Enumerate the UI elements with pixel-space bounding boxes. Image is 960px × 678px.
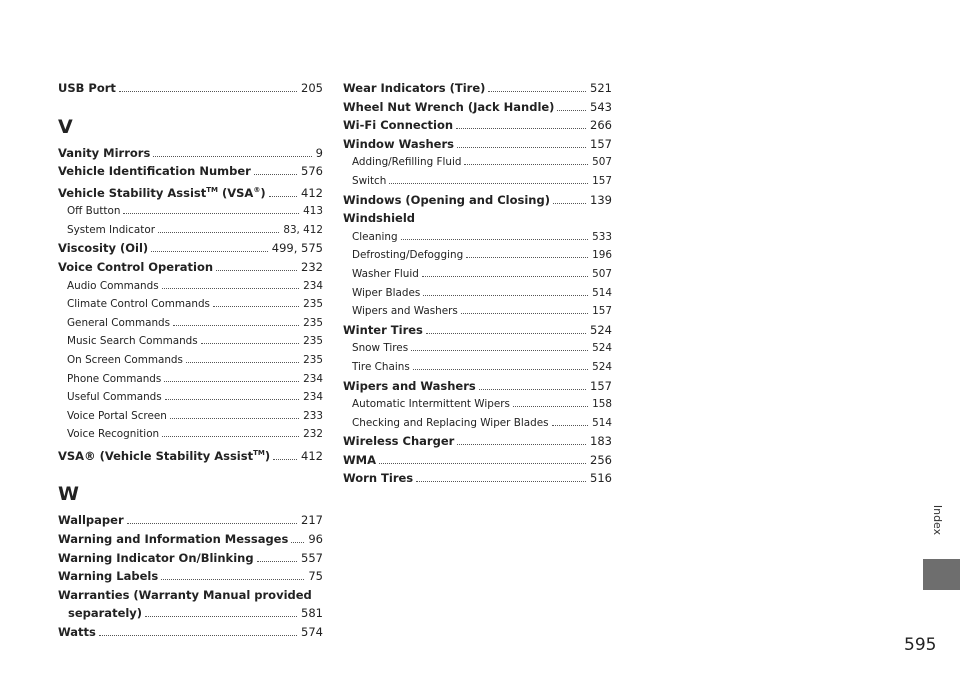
page-reference[interactable]: 581 [301,606,323,621]
leader-dots [273,459,297,460]
index-entry[interactable] [58,239,323,258]
index-entry[interactable] [343,321,612,340]
page-reference[interactable]: 183 [590,434,612,449]
index-subentry[interactable] [343,228,612,247]
page-reference[interactable]: 514 [592,416,612,429]
leader-dots [552,425,589,426]
entry-label: Window Washers [343,136,454,151]
entry-label: Wheel Nut Wrench (Jack Handle) [343,99,555,114]
leader-dots [488,91,586,92]
entry-label: Defrosting/Defogging [352,249,464,262]
page-reference[interactable]: 234 [303,391,323,404]
leader-dots [186,362,299,363]
leader-dots [161,579,304,580]
entry-label: VSA® (Vehicle Stability Assist™) [58,448,271,463]
index-entry[interactable] [343,98,612,117]
leader-dots [553,203,586,204]
index-subentry[interactable] [343,395,612,414]
page-reference[interactable]: 233 [303,409,323,422]
index-subentry[interactable] [343,339,612,358]
page-reference[interactable]: 83, 412 [283,223,323,236]
entry-label: Warning Labels [58,569,159,584]
page-reference[interactable]: 543 [590,99,612,114]
index-subentry[interactable] [58,407,323,426]
index-subentry[interactable] [58,277,323,296]
page-reference[interactable]: 524 [590,322,612,337]
entry-label: WMA [343,452,377,467]
leader-dots [153,156,311,157]
page-reference[interactable]: 412 [301,185,323,200]
index-subentry[interactable] [343,358,612,377]
index-entry[interactable] [58,79,323,98]
leader-dots [411,350,588,351]
page-reference[interactable]: 235 [303,316,323,329]
entry-label: Voice Recognition [67,428,160,441]
entry-label: On Screen Commands [67,353,183,366]
page-reference[interactable]: 139 [590,192,612,207]
index-group-w-continued [343,79,612,488]
entry-label: Warning and Information Messages [58,531,289,546]
leader-dots [201,343,299,344]
entry-label: Wipers and Washers [352,305,458,318]
leader-dots [216,270,297,271]
leader-dots [158,232,279,233]
entry-label: Wallpaper [58,513,124,528]
index-entry[interactable] [58,549,323,568]
entry-label: Wipers and Washers [343,378,476,393]
index-subentry[interactable] [58,370,323,389]
index-subentry[interactable] [58,314,323,333]
leader-dots [164,381,299,382]
leader-dots [401,239,589,240]
page-reference[interactable]: 524 [592,360,612,373]
entry-label: Wiper Blades [352,286,421,299]
page-reference[interactable]: 75 [308,569,323,584]
leader-dots [466,257,588,258]
index-subentry[interactable] [58,332,323,351]
leader-dots [416,481,586,482]
page-reference[interactable]: 266 [590,118,612,133]
index-entry[interactable] [58,162,323,181]
page-reference[interactable]: 157 [590,136,612,151]
leader-dots [99,635,297,636]
index-subentry[interactable] [343,302,612,321]
entry-label: System Indicator [67,223,155,236]
index-tab-marker[interactable] [923,559,960,590]
leader-dots [457,147,586,148]
entry-label: Windows (Opening and Closing) [343,192,550,207]
leader-dots [379,463,586,464]
page-reference[interactable]: 9 [315,145,323,160]
entry-label: USB Port [58,81,116,95]
index-subentry[interactable] [343,246,612,265]
entry-label: General Commands [67,316,171,329]
index-entry[interactable] [343,191,612,210]
index-subentry[interactable] [343,172,612,191]
page-reference[interactable]: 235 [303,298,323,311]
entry-label: Automatic Intermittent Wipers [352,398,510,411]
page-number: 595 [904,635,937,655]
page-reference[interactable]: 576 [301,164,323,179]
sidebar-label-index: Index [931,504,945,536]
page-reference[interactable]: 499, 575 [271,241,323,256]
leader-dots [165,399,299,400]
index-entry[interactable] [58,623,323,642]
entry-label: Warning Indicator On/Blinking [58,550,254,565]
entry-label: Switch [352,174,387,187]
entry-label: Watts [58,624,96,639]
entry-label: Winter Tires [343,322,423,337]
entry-label: Off Button [67,205,121,218]
index-entry[interactable] [58,530,323,549]
page-reference[interactable]: 205 [301,81,323,95]
leader-dots [457,444,586,445]
index-entry[interactable] [58,586,323,605]
page-reference[interactable]: 507 [592,156,612,169]
page-reference[interactable]: 234 [303,372,323,385]
entry-label: Washer Fluid [352,267,419,280]
entry-label: Useful Commands [67,391,162,404]
index-subentry[interactable] [343,265,612,284]
leader-dots [127,523,297,524]
page-reference[interactable]: 157 [590,378,612,393]
page-reference[interactable]: 235 [303,335,323,348]
page-reference[interactable]: 521 [590,81,612,95]
leader-dots [423,295,588,296]
leader-dots [389,183,588,184]
leader-dots [413,369,588,370]
leader-dots [422,276,588,277]
leader-dots [170,418,299,419]
leader-dots [513,406,588,407]
entry-label: Wireless Charger [343,434,455,449]
entry-label: Vanity Mirrors [58,145,151,160]
entry-label: Snow Tires [352,342,409,355]
entry-label: Cleaning [352,230,398,243]
page-reference[interactable]: 507 [592,267,612,280]
page-reference[interactable]: 157 [592,305,612,318]
page-reference[interactable]: 516 [590,471,612,486]
index-subentry[interactable] [58,351,323,370]
section-letter-v: V [58,115,73,138]
page-reference[interactable]: 232 [303,428,323,441]
entry-label: Worn Tires [343,471,414,486]
index-entry[interactable] [58,604,323,623]
page-reference[interactable]: 234 [303,279,323,292]
index-entry[interactable] [58,444,323,465]
entry-label: Wi-Fi Connection [343,118,454,133]
section-letter-w: W [58,483,79,506]
page-reference[interactable]: 232 [301,259,323,274]
page-reference[interactable]: 574 [301,624,323,639]
index-entry[interactable] [343,79,612,98]
index-subentry[interactable] [58,221,323,240]
index-subentry[interactable] [58,202,323,221]
index-entry[interactable] [343,116,612,135]
entry-label: Checking and Replacing Wiper Blades [352,416,549,429]
index-entry[interactable] [343,209,612,228]
entry-label: Music Search Commands [67,335,198,348]
index-entry[interactable] [343,469,612,488]
index-subentry[interactable] [58,425,323,444]
page-reference[interactable]: 196 [592,249,612,262]
index-group-usb [58,79,323,98]
leader-dots [456,128,586,129]
entry-label: Tire Chains [352,360,410,373]
index-entry[interactable] [343,135,612,154]
entry-label: Windshield [343,211,415,226]
leader-dots [464,164,588,165]
index-entry[interactable] [58,258,323,277]
index-entry[interactable] [343,432,612,451]
index-subentry[interactable] [343,284,612,303]
entry-label: Viscosity (Oil) [58,241,149,256]
page-reference[interactable]: 524 [592,342,612,355]
entry-label: Climate Control Commands [67,298,210,311]
index-entry[interactable] [343,451,612,470]
page-reference[interactable]: 557 [301,550,323,565]
entry-label: Voice Portal Screen [67,409,167,422]
entry-label: Warranties (Warranty Manual provided [58,587,312,602]
page-reference[interactable]: 256 [590,452,612,467]
index-entry[interactable] [58,144,323,163]
entry-label: Vehicle Stability Assist™ (VSA®) [58,185,266,200]
page-reference[interactable]: 235 [303,353,323,366]
entry-label: Phone Commands [67,372,162,385]
leader-dots [557,110,586,111]
index-subentry[interactable] [58,295,323,314]
leader-dots [479,389,586,390]
entry-label: Adding/Refilling Fluid [352,156,462,169]
index-group-v [58,144,323,466]
index-subentry[interactable] [58,388,323,407]
page-reference[interactable]: 514 [592,286,612,299]
page-reference[interactable]: 158 [592,398,612,411]
leader-dots [151,251,268,252]
leader-dots [162,288,300,289]
index-subentry[interactable] [343,414,612,433]
index-column-left [58,79,323,642]
page-reference[interactable]: 157 [592,174,612,187]
index-column-right [343,79,612,488]
index-entry[interactable] [58,567,323,586]
page-reference[interactable]: 96 [308,531,323,546]
entry-label: Wear Indicators (Tire) [343,81,486,95]
leader-dots [426,333,586,334]
leader-dots [213,306,299,307]
leader-dots [119,91,297,92]
page-reference[interactable]: 412 [301,448,323,463]
leader-dots [291,542,304,543]
leader-dots [269,196,297,197]
page-reference[interactable]: 413 [303,205,323,218]
entry-label: separately) [68,606,143,621]
leader-dots [173,325,299,326]
index-entry[interactable] [58,181,323,202]
entry-label: Vehicle Identification Number [58,164,251,179]
index-group-w [58,511,323,641]
leader-dots [254,174,297,175]
index-entry[interactable] [58,511,323,530]
leader-dots [145,616,297,617]
page-reference[interactable]: 217 [301,513,323,528]
leader-dots [123,213,299,214]
index-entry[interactable] [343,377,612,396]
leader-dots [162,436,299,437]
page-reference[interactable]: 533 [592,230,612,243]
entry-label: Voice Control Operation [58,259,214,274]
leader-dots [257,561,297,562]
leader-dots [461,313,588,314]
index-subentry[interactable] [343,153,612,172]
entry-label: Audio Commands [67,279,159,292]
